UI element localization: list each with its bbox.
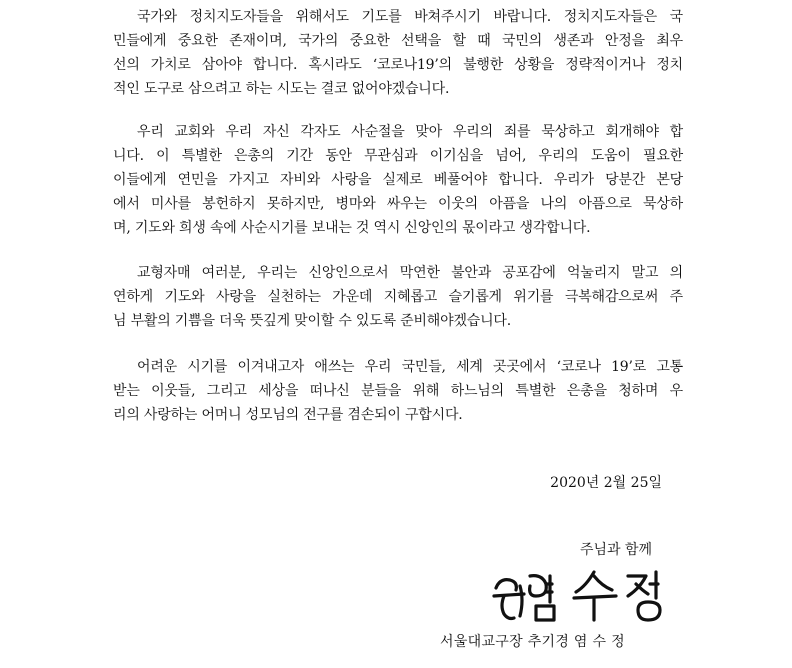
paragraph-line: 리의 사랑하는 어머니 성모님의 전구를 겸손되이 구합시다. (113, 407, 463, 423)
signer-title: 서울대교구장 추기경 염 수 정 (440, 634, 625, 650)
paragraph-line: 이들에게 연민을 가지고 자비와 사랑을 실제로 베풀어야 합니다. 우리가 당분간 본당 (113, 172, 683, 188)
paragraph-line: 님 부활의 기쁨을 더욱 뜻깊게 맞이할 수 있도록 준비해야겠습니다. (113, 313, 511, 329)
paragraph-line: 며, 기도와 희생 속에 사순시기를 보내는 것 역시 신앙인의 몫이라고 생각합니다. (113, 220, 591, 236)
paragraph-line: 교형자매 여러분, 우리는 신앙인으로서 막연한 불안과 공포감에 억눌리지 말고 의 (137, 265, 683, 281)
paragraph-line: 받는 이웃들, 그리고 세상을 떠나신 분들을 위해 하느님의 특별한 은총을 청하며 우 (113, 383, 683, 399)
letter-date: 2020년 2월 25일 (550, 475, 662, 491)
paragraph-politicians (113, 5, 683, 101)
paragraph-line: 어려운 시기를 이겨내고자 애쓰는 우리 국민들, 세계 곳곳에서 ‘코로나 19’로 고통 (137, 359, 683, 375)
paragraph-line: 니다. 이 특별한 은총의 기간 동안 무관심과 이기심을 넘어, 우리의 도움이 필요한 (113, 148, 683, 164)
paragraph-line: 에서 미사를 봉헌하지 못하지만, 병마와 싸우는 이웃의 아픔을 나의 아픔으로 묵상하 (113, 196, 683, 212)
paragraph-line: 연하게 기도와 사랑을 실천하는 가운데 지혜롭고 슬기롭게 위기를 극복해감으로써 주 (113, 289, 683, 305)
paragraph-line: 선의 가치로 삼아야 합니다. 혹시라도 ‘코로나19’의 불행한 상황을 정략적이거나 정치 (113, 57, 683, 73)
paragraph-prayer (113, 355, 683, 427)
closing-phrase: 주님과 함께 (580, 542, 653, 558)
paragraph-line: 우리 교회와 우리 자신 각자도 사순절을 맞아 우리의 죄를 묵상하고 회개해야 합 (137, 124, 683, 140)
paragraph-line: 적인 도구로 삼으려고 하는 시도는 결코 없어야겠습니다. (113, 81, 450, 97)
paragraph-lent-repentance (113, 120, 683, 240)
paragraph-line: 민들에게 중요한 존재이며, 국가의 중요한 선택을 할 때 국민의 생존과 안정을 최우 (113, 33, 683, 49)
paragraph-line: 국가와 정치지도자들을 위해서도 기도를 바쳐주시기 바랍니다. 정치지도자들은 국 (137, 9, 683, 25)
handwritten-signature (490, 566, 680, 626)
paragraph-faithful (113, 261, 683, 333)
